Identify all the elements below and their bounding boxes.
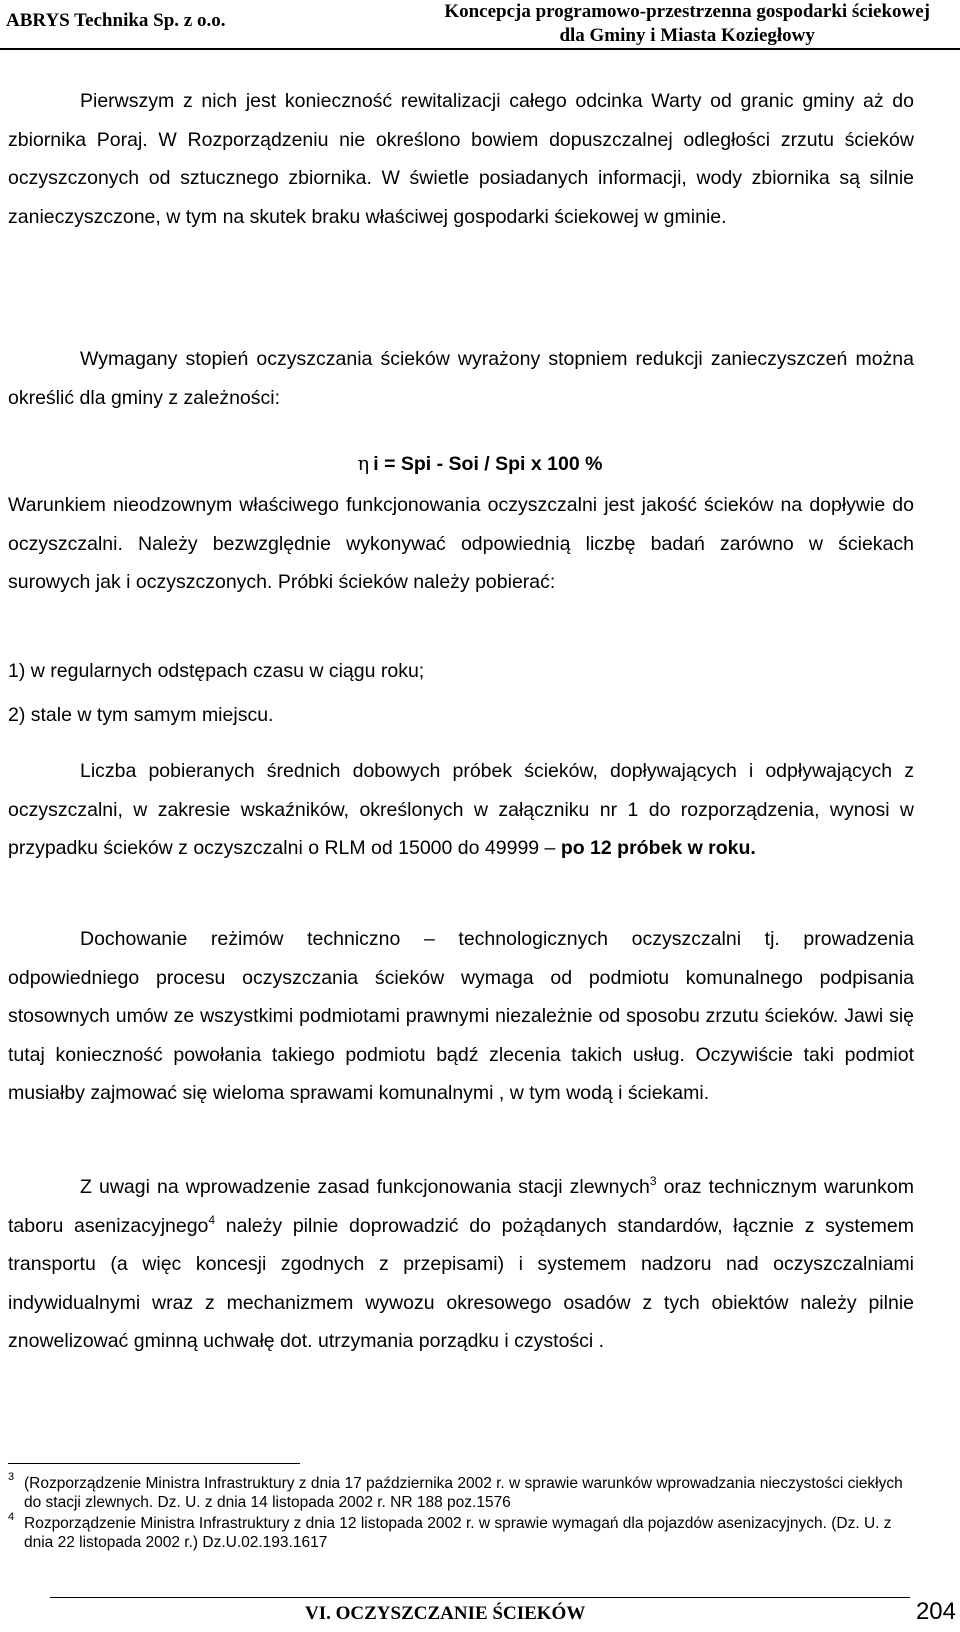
footnote-number: 3 [8,1471,15,1483]
page-number: 204 [915,1598,956,1625]
eta-symbol: η [357,452,370,475]
footnote-number: 4 [8,1511,15,1523]
paragraph-6-text-c: należy pilnie doprowadzić do pożądanych standardów, łącznie z systemem transportu (a więc koncesji zgodnych z przepisami) i systemem nadzoru nad oczyszczalniami indywidualnymi wraz z mechanizmem wywozu okresowego osadów z tych obiektów należy pilnie znowelizować gminną uchwałę dot. utrzymania porządku i czystości . [8,1214,914,1352]
document-title [444,0,930,48]
footnote-ref-3[interactable]: 3 [649,1174,657,1188]
paragraph-1: Pierwszym z nich jest konieczność rewitalizacji całego odcinka Warty od granic gminy aż do zbiornika Poraj. W Rozporządzeniu nie określono bowiem dopuszczalnej odległości zrzutu ścieków oczyszczonych od sztucznego zbiornika. W świetle posiadanych informacji, wody zbiornika są silnie zanieczyszczone, w tym na skutek braku właściwej gospodarki ściekowej w gminie. [8,90,914,228]
footnote-text: Rozporządzenie Ministra Infrastruktury z dnia 12 listopada 2002 r. w sprawie wymagań dla pojazdów asenizacyjnych. (Dz. U. z dnia 22 listopada 2002 r.) Dz.U.02.193.1617 [24,1515,892,1551]
paragraph-4-emphasis: po 12 próbek w roku. [560,837,756,859]
paragraph-5: Dochowanie reżimów techniczno – technologicznych oczyszczalni tj. prowadzenia odpowiedniego procesu oczyszczania ścieków wymaga od podmiotu komunalnego podpisania stosownych umów ze wszystkimi podmiotami prawnymi niezależnie od sposobu zrzutu ścieków. Jawi się tutaj konieczność powołania takiego podmiotu bądź zlecenia takich usług. Oczywiście taki podmiot musiałby zajmować się wieloma sprawami komunalnymi , w tym wodą i ściekami. [8,928,914,1104]
page-header [0,0,960,50]
section-title: VI. OCZYSZCZANIE ŚCIEKÓW [305,1603,586,1624]
paragraph-4 [8,752,914,868]
document-title-line1: Koncepcja programowo-przestrzenna gospodarki ściekowej [444,1,930,22]
footer-divider [50,1597,910,1598]
paragraph-2: Wymagany stopień oczyszczania ścieków wyrażony stopniem redukcji zanieczyszczeń można określić dla gminy z zależności: [8,348,914,409]
formula [0,446,960,482]
company-name: ABRYS Technika Sp. z o.o. [6,10,226,31]
paragraph-3: Warunkiem nieodzownym właściwego funkcjonowania oczyszczalni jest jakość ścieków na dopływie do oczyszczalni. Należy bezwzględnie wykonywać odpowiednią liczbę badań zarówno w ściekach surowych jak i oczyszczonych. Próbki ścieków należy pobierać: [8,494,914,593]
paragraph-6-text-a: Z uwagi na wprowadzenie zasad funkcjonowania stacji zlewnych [80,1176,650,1198]
footnote-ref-4[interactable]: 4 [208,1212,216,1227]
formula-expression: i = Spi - Soi / Spi x 100 % [373,453,603,475]
list-item: 2) stale w tym samym miejscu. [8,704,274,726]
list-item: 1) w regularnych odstępach czasu w ciągu roku; [8,660,425,682]
paragraph-6-text-b: oraz technicznym warunkom taboru asenizacyjnego [8,1176,914,1237]
document-title-line2: dla Gminy i Miasta Koziegłowy [559,25,815,46]
footnote-4 [8,1511,908,1552]
header-divider [0,48,960,50]
paragraph-4-text: Liczba pobieranych średnich dobowych próbek ścieków, dopływających i odpływających z oczyszczalni, w zakresie wskaźników, określonych w załączniku nr 1 do rozporządzenia, wynosi w przypadku ścieków z oczyszczalni o RLM od 15000 do 49999 – [8,760,914,859]
paragraph-6 [8,1168,914,1361]
footnote-divider [8,1463,300,1464]
footnote-3 [8,1471,908,1512]
footnote-text: (Rozporządzenie Ministra Infrastruktury z dnia 17 października 2002 r. w sprawie warunków wprowadzania nieczystości ciekłych do stacji zlewnych. Dz. U. z dnia 14 listopada 2002 r. NR 188 poz.1576 [24,1475,903,1511]
